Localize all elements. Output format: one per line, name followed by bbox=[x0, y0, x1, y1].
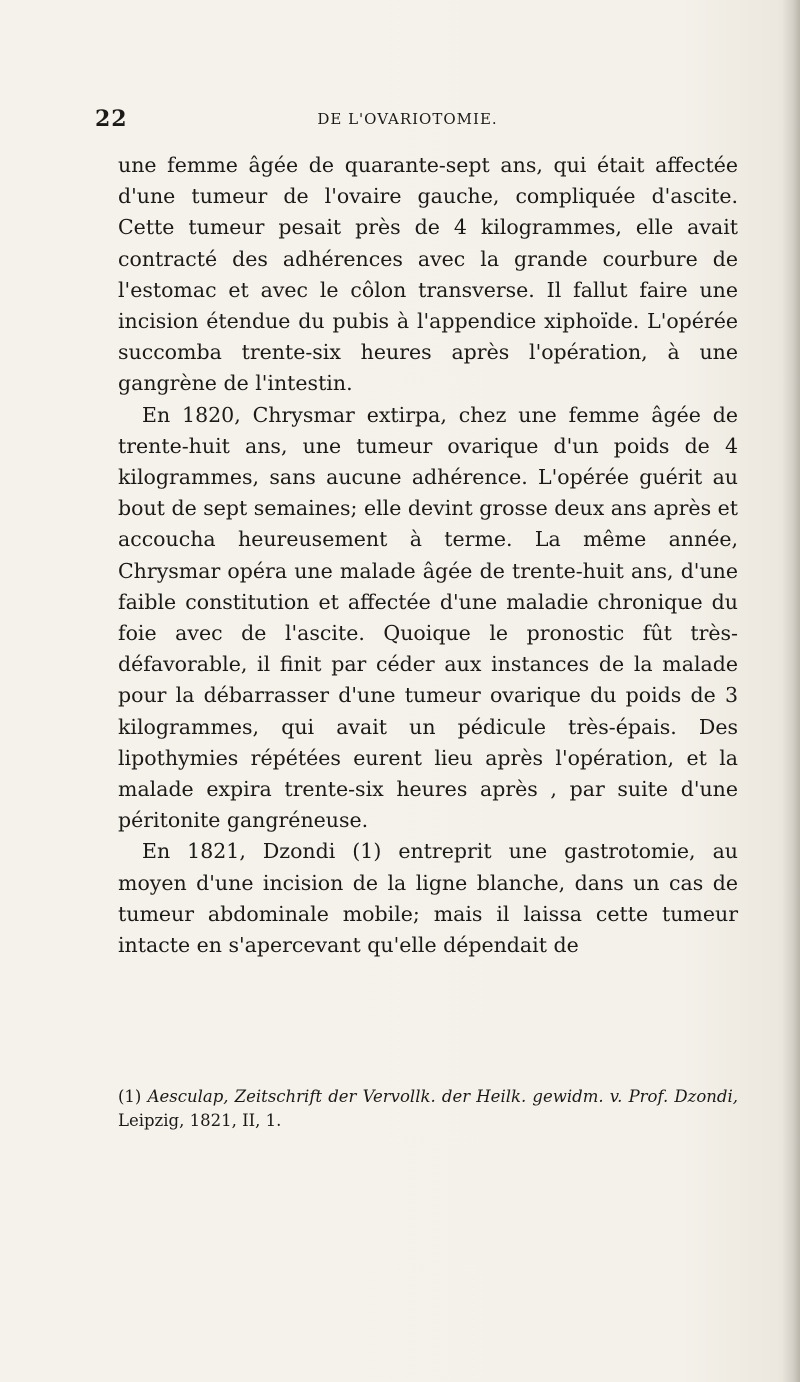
running-title: DE L'OVARIOTOMIE. bbox=[317, 110, 498, 128]
page-header bbox=[95, 106, 720, 136]
paragraph: En 1820, Chrysmar extirpa, chez une femme âgée de trente-huit ans, une tumeur ovarique d'un poids de 4 kilogrammes, sans aucune adhérence. L'opérée guérit au bout de sept semaines; elle devint grosse deux ans après et accoucha heureusement à terme. La même année, Chrysmar opéra une malade âgée de trente-huit ans, d'une faible constitution et affectée d'une maladie chronique du foie avec de l'ascite. Quoique le pronostic fût très-défavorable, il finit par céder aux instances de la malade pour la débarrasser d'une tumeur ovarique du poids de 3 kilogrammes, qui avait un pédicule très-épais. Des lipothymies répétées eurent lieu après l'opération, et la malade expira trente-six heures après , par suite d'une péritonite gangréneuse. bbox=[118, 402, 738, 833]
footnote bbox=[118, 1085, 738, 1133]
paragraph: une femme âgée de quarante-sept ans, qui était affectée d'une tumeur de l'ovaire gauche, compliquée d'ascite. Cette tumeur pesait près de 4 kilogrammes, elle avait contracté des adhérences avec la grande courbure de l'estomac et avec le côlon transverse. Il fallut faire une incision étendue du pubis à l'appendice xiphoïde. L'opérée succomba trente-six heures après l'opération, à une gangrène de l'intestin. bbox=[118, 153, 738, 396]
footnote-title: Aesculap, Zeitschrift der Vervollk. der Heilk. gewidm. v. Prof. Dzondi, bbox=[147, 1087, 739, 1106]
footnote-publication: Leipzig, 1821, II, 1. bbox=[118, 1111, 282, 1130]
body-text bbox=[118, 150, 738, 961]
page-number: 22 bbox=[95, 106, 128, 132]
footnote-marker: (1) bbox=[118, 1087, 142, 1106]
paragraph: En 1821, Dzondi (1) entreprit une gastrotomie, au moyen d'une incision de la ligne blanche, dans un cas de tumeur abdominale mobile; mais il laissa cette tumeur intacte en s'apercevant qu'elle dépendait de bbox=[118, 839, 738, 958]
page-edge-shadow bbox=[782, 0, 800, 1382]
